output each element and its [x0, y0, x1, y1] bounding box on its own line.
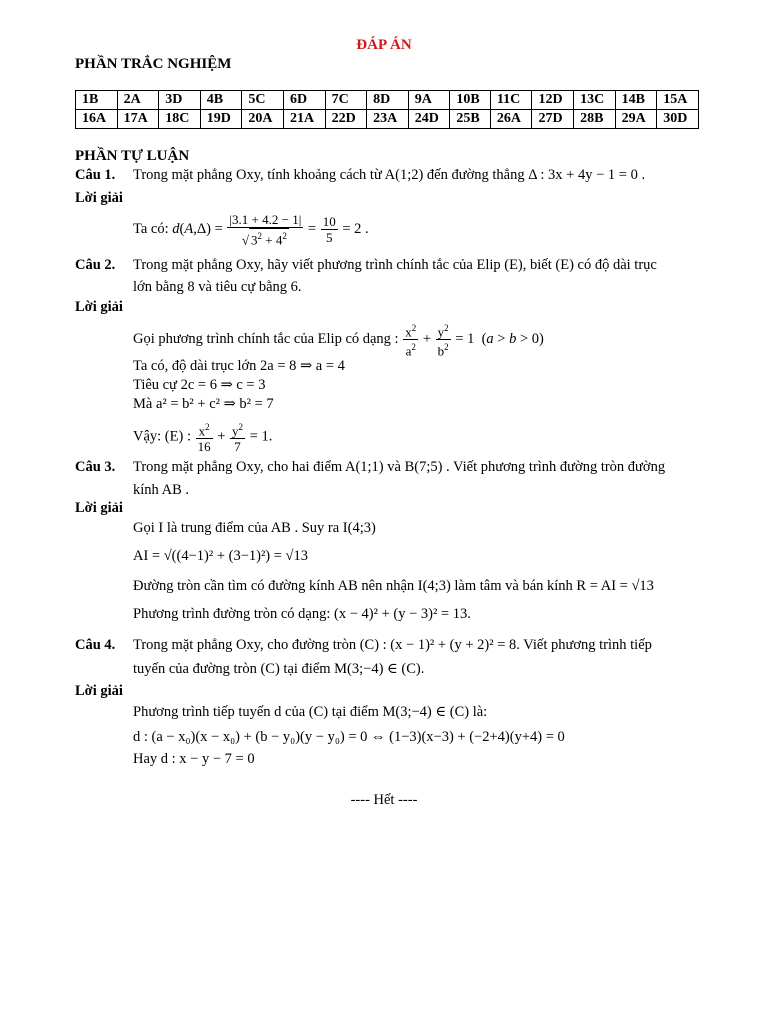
end-marker: ---- Hết ---- [350, 792, 418, 808]
solution-4-line-2: d : (a − x₀)(x − x₀) + (b − y₀)(y − y₀) = 0 ⇔ (1−3)(x−3) + (−2+4)(y+4) = 0 [133, 729, 565, 745]
answer-cell: 13C [574, 91, 616, 110]
answer-cell: 21A [283, 110, 325, 129]
answer-cell: 28B [574, 110, 616, 129]
solution-2-line-1: Gọi phương trình chính tắc của Elip có dạng : $\frac{x^2}{a^2}$ + $\frac{y^2}{b^2}$ = 1 (a > b > 0) [133, 323, 544, 359]
answer-cell: 5C [242, 91, 284, 110]
solution-2-intro: Gọi phương trình chính tắc của Elip có dạng : [133, 331, 399, 348]
question-4-label: Câu 4. [75, 637, 116, 653]
solution-3-line-3: Đường tròn cần tìm có đường kính AB nên nhận I(4;3) làm tâm và bán kính R = AI = √13 [133, 578, 654, 594]
solution-2-line-3: Tiêu cự 2c = 6 ⇒ c = 3 [133, 377, 266, 393]
solution-3-label: Lời giải [75, 500, 123, 516]
question-1-text: Trong mặt phẳng Oxy, tính khoảng cách từ A(1;2) đến đường thẳng Δ : 3x + 4y − 1 = 0 . [133, 167, 646, 183]
question-1-label: Câu 1. [75, 167, 116, 183]
answer-table [75, 90, 699, 129]
answer-cell: 14B [615, 91, 657, 110]
question-2 [75, 257, 657, 274]
answer-cell: 3D [159, 91, 201, 110]
answer-cell: 29A [615, 110, 657, 129]
question-3 [75, 459, 666, 476]
answer-cell: 24D [408, 110, 450, 129]
section-multiple-choice-heading: PHẦN TRẮC NGHIỆM [75, 56, 232, 72]
answer-cell: 17A [117, 110, 159, 129]
answer-cell: 27D [532, 110, 574, 129]
solution-1-label: Lời giải [75, 190, 123, 206]
answer-cell: 22D [325, 110, 367, 129]
answer-cell: 2A [117, 91, 159, 110]
solution-3-line-1: Gọi I là trung điểm của AB . Suy ra I(4;3) [133, 520, 376, 536]
answer-cell: 15A [657, 91, 699, 110]
solution-1-intro: Ta có: [133, 221, 169, 237]
question-4 [75, 637, 652, 654]
answer-cell: 6D [283, 91, 325, 110]
answer-cell: 4B [200, 91, 242, 110]
solution-2-label: Lời giải [75, 299, 123, 315]
distance-fraction: $\frac{|3.1 + 4.2 - 1|}{√ 3^2 + 4^2}$ [229, 212, 302, 248]
solution-3-line-2: AI = √((4−1)² + (3−1)²) = √13 [133, 548, 309, 564]
answer-cell: 12D [532, 91, 574, 110]
answer-row-1 [76, 91, 699, 110]
answer-cell: 26A [490, 110, 532, 129]
answer-cell: 7C [325, 91, 367, 110]
answer-cell: 10B [450, 91, 491, 110]
answer-row-2 [76, 110, 699, 129]
answer-cell: 16A [76, 110, 118, 129]
answer-cell: 9A [408, 91, 450, 110]
solution-4-line-3: Hay d : x − y − 7 = 0 [133, 751, 255, 767]
solution-3-line-4: Phương trình đường tròn có dạng: (x − 4)² + (y − 3)² = 13. [133, 606, 471, 622]
solution-2-line-2: Ta có, độ dài trục lớn 2a = 8 ⇒ a = 4 [133, 358, 345, 374]
question-3-label: Câu 3. [75, 459, 116, 475]
answer-cell: 18C [159, 110, 201, 129]
question-2-text-a: Trong mặt phẳng Oxy, hãy viết phương trình chính tắc của Elip (E), biết (E) có độ dài trục [133, 257, 657, 273]
solution-2-line-5: Vậy: (E) : $\frac{x^2}{16}$ + $\frac{y^2}{7}$ = 1. [133, 422, 273, 455]
question-3-text-b: kính AB . [133, 482, 189, 498]
section-essay-heading: PHẦN TỰ LUẬN [75, 148, 190, 164]
solution-4-line-1: Phương trình tiếp tuyến d của (C) tại điểm M(3;−4) ∈ (C) là: [133, 704, 488, 720]
answer-cell: 30D [657, 110, 699, 129]
question-4-text-a: Trong mặt phẳng Oxy, cho đường tròn (C) : (x − 1)² + (y + 2)² = 8. Viết phương trình tiếp [133, 637, 652, 653]
question-3-text-a: Trong mặt phẳng Oxy, cho hai điểm A(1;1) và B(7;5) . Viết phương trình đường tròn đường [133, 459, 666, 475]
answer-cell: 1B [76, 91, 118, 110]
question-4-text-b: tuyến của đường tròn (C) tại điểm M(3;−4) ∈ (C). [133, 661, 425, 677]
answer-cell: 11C [490, 91, 532, 110]
answer-cell: 19D [200, 110, 242, 129]
question-2-label: Câu 2. [75, 257, 116, 273]
solution-4-label: Lời giải [75, 683, 123, 699]
answer-cell: 8D [367, 91, 409, 110]
solution-2-line-4: Mà a² = b² + c² ⇒ b² = 7 [133, 396, 274, 412]
solution-1-line-1: Ta có: d(A,Δ) = $\frac{|3.1 + 4.2 - 1|}{√ 3^2 + 4^2}$ = $\frac{10}{5}$ = 2 . [133, 212, 369, 248]
question-1 [75, 167, 646, 184]
solution-2-conclusion: Vậy: (E) : [133, 428, 191, 445]
question-2-text-b: lớn bằng 8 và tiêu cự bằng 6. [133, 279, 302, 295]
answer-cell: 20A [242, 110, 284, 129]
answer-cell: 25B [450, 110, 491, 129]
answer-cell: 23A [367, 110, 409, 129]
page-title: ĐÁP ÁN [356, 37, 412, 53]
